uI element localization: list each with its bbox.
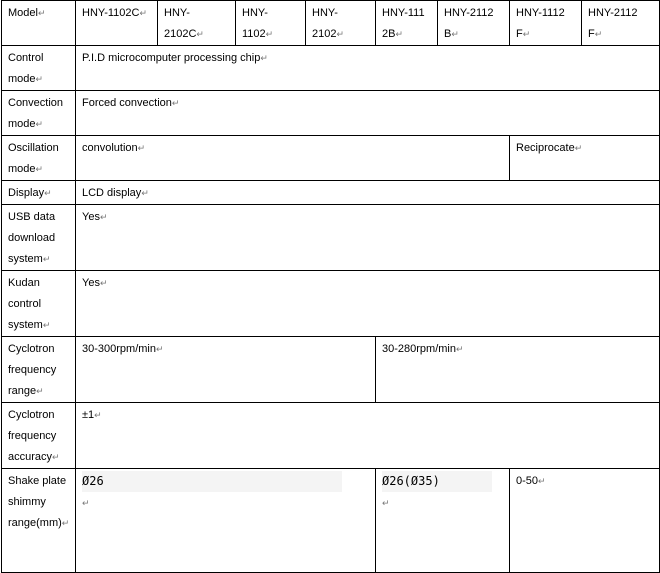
frequency-range-value-a: 30-300rpm/min↵	[76, 337, 376, 403]
row-convection-mode	[2, 91, 660, 136]
header-model-3: HNY-1102↵	[236, 1, 306, 46]
oscillation-mode-value-b: Reciprocate↵	[510, 136, 660, 181]
usb-label: USB data download system↵	[2, 205, 76, 271]
kudan-value: Yes↵	[76, 271, 660, 337]
row-usb	[2, 205, 660, 271]
header-model-6: HNY-2112 B↵	[438, 1, 510, 46]
control-mode-label: Control mode↵	[2, 46, 76, 91]
frequency-range-value-b: 30-280rpm/min↵	[376, 337, 660, 403]
shimmy-range-value-b: Ø26(Ø35) ↵	[376, 469, 510, 573]
convection-mode-value: Forced convection↵	[76, 91, 660, 136]
row-frequency-range	[2, 337, 660, 403]
frequency-range-label: Cyclotron frequency range↵	[2, 337, 76, 403]
spec-table	[1, 0, 660, 573]
oscillation-mode-label: Oscillation mode↵	[2, 136, 76, 181]
display-value: LCD display↵	[76, 181, 660, 205]
frequency-accuracy-label: Cyclotron frequency accuracy↵	[2, 403, 76, 469]
row-kudan	[2, 271, 660, 337]
kudan-label: Kudan control system↵	[2, 271, 76, 337]
header-model-4: HNY-2102↵	[306, 1, 376, 46]
header-model-8: HNY-2112 F↵	[582, 1, 660, 46]
header-model-2: HNY-2102C↵	[158, 1, 236, 46]
row-display	[2, 181, 660, 205]
oscillation-mode-value-a: convolution↵	[76, 136, 510, 181]
row-oscillation-mode	[2, 136, 660, 181]
usb-value: Yes↵	[76, 205, 660, 271]
frequency-accuracy-value: ±1↵	[76, 403, 660, 469]
header-model-1: HNY-1102C↵	[76, 1, 158, 46]
shimmy-range-value-a: Ø26 ↵	[76, 469, 376, 573]
shimmy-range-value-c: 0-50↵	[510, 469, 660, 573]
control-mode-value: P.I.D microcomputer processing chip↵	[76, 46, 660, 91]
header-model-label: Model↵	[2, 1, 76, 46]
row-control-mode	[2, 46, 660, 91]
header-model-5: HNY-111 2B↵	[376, 1, 438, 46]
row-frequency-accuracy	[2, 403, 660, 469]
display-label: Display↵	[2, 181, 76, 205]
convection-mode-label: Convection mode↵	[2, 91, 76, 136]
header-row	[2, 1, 660, 46]
shimmy-range-label: Shake plate shimmy range(mm)↵	[2, 469, 76, 573]
header-model-7: HNY-1112 F↵	[510, 1, 582, 46]
row-shimmy-range	[2, 469, 660, 573]
